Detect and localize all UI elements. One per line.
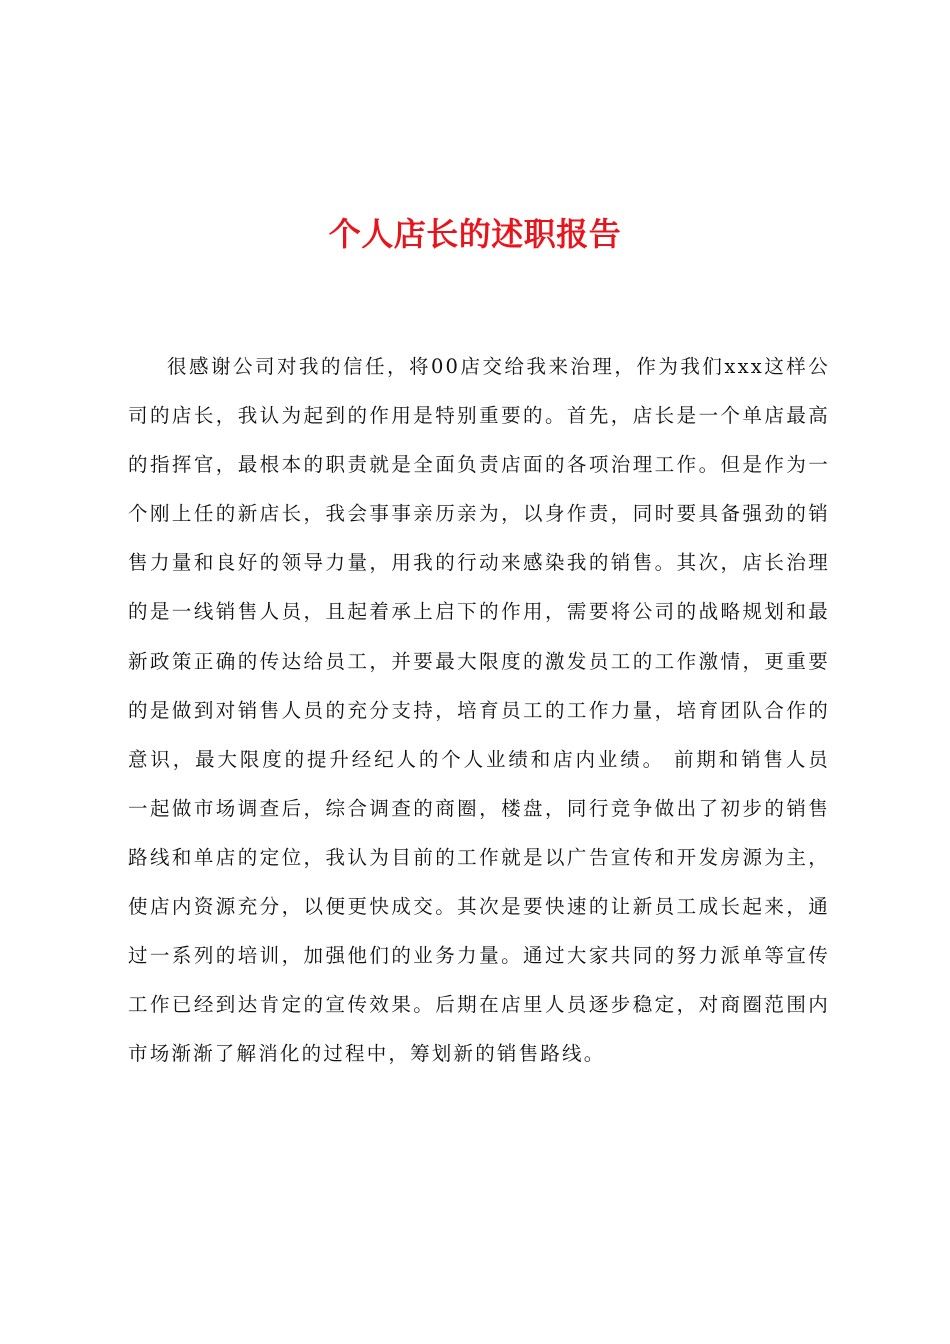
document-body-paragraph: 很感谢公司对我的信任，将00店交给我来治理，作为我们xxx这样公司的店长，我认为起到的作用是特别重要的。首先，店长是一个单店最高的指挥官，最根本的职责就是全面负责店面的各项治理工作。但是作为一个刚上任的新店长，我会事事亲历亲为，以身作责，同时要具备强劲的销售力量和良好的领导力量，用我的行动来感染我的销售。其次，店长治理的是一线销售人员，且起着承上启下的作用，需要将公司的战略规划和最新政策正确的传达给员工，并要最大限度的激发员工的工作激情，更重要的是做到对销售人员的充分支持，培育员工的工作力量，培育团队合作的意识，最大限度的提升经纪人的个人业绩和店内业绩。 前期和销售人员一起做市场调查后，综合调查的商圈，楼盘，同行竞争做出了初步的销售路线和单店的定位，我认为目前的工作就是以广告宣传和开发房源为主，使店内资源充分，以便更快成交。其次是要快速的让新员工成长起来，通过一系列的培训，加强他们的业务力量。通过大家共同的努力派单等宣传工作已经到达肯定的宣传效果。后期在店里人员逐步稳定，对商圈范围内市场渐渐了解消化的过程中，筹划新的销售路线。 xyxy=(128,355,830,1066)
document-title: 个人店长的述职报告 xyxy=(328,215,622,253)
